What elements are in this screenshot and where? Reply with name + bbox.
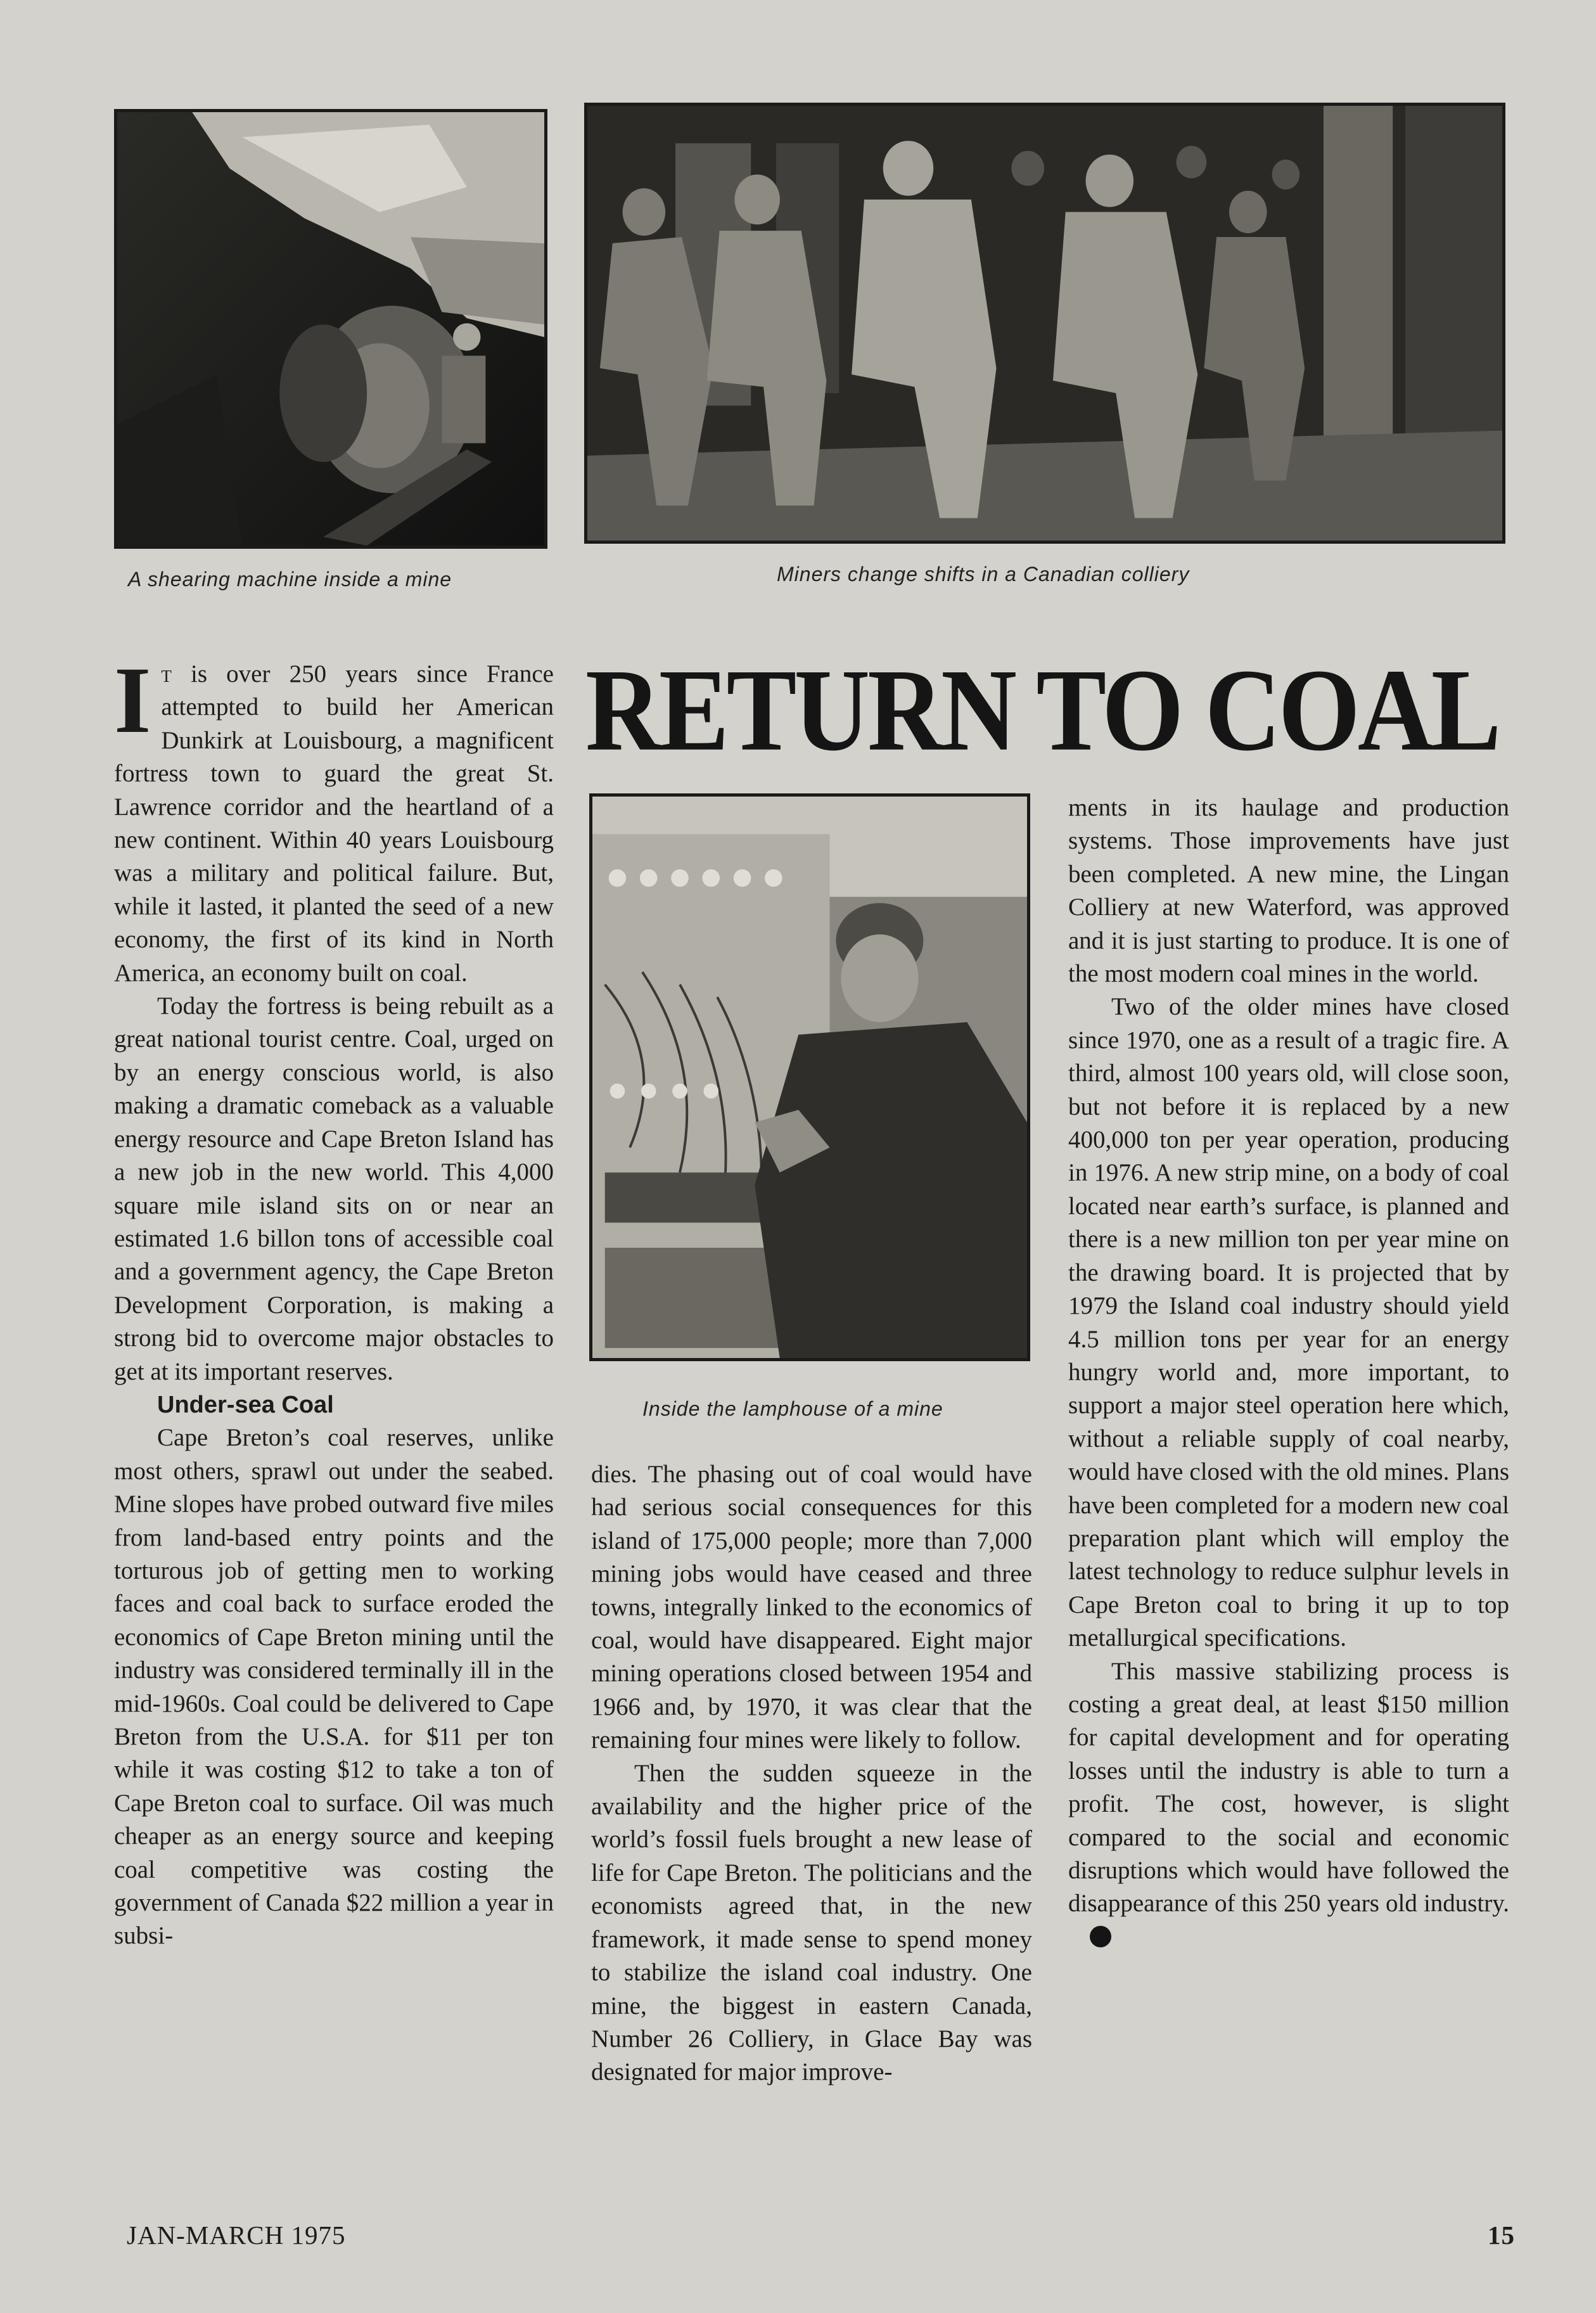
final-text: This massive stabilizing process is costing a great deal, at least $150 million for capital development and for operating losses until the industry is able to turn a profit. The cost, however, is slight compared to the social and economic disruptions which would have followed the disappearance of this 250 years old industry. (1068, 1657, 1509, 1918)
photo-shearing-machine (114, 109, 547, 549)
intro-text: is over 250 years since France attempted to build her American Dunkirk at Louisbourg, a magnificent fortress town to guard the great St. Lawrence corridor and the heartland of a new continent. Within 40 years Louisbourg was a military and political failure. But, while it lasted, it planted the seed of a new economy, the first of its kind in North America, an economy built on coal. (114, 660, 554, 987)
paragraph: Cape Breton’s coal reserves, unlike most others, sprawl out under the seabed. Mine slopes have probed outward five miles from land-based entry points and the torturous job of getting men to working faces and coal back to surface eroded the economics of Cape Breton mining until the industry was considered terminally ill in the mid-1960s. Coal could be delivered to Cape Breton from the U.S.A. for $11 per ton while it was costing $12 to take a ton of Cape Breton coal to surface. Oil was much cheaper as an energy source and keeping coal competitive was costing the government of Canada $22 million a year in subsi- (114, 1424, 554, 1950)
paragraph: Then the sudden squeeze in the availability and the higher price of the world’s fossil fuels brought a new lease of life for Cape Breton. The politicians and the economists agreed that, in the new framework, it made sense to spend money to stabilize the island coal industry. One mine, the biggest in eastern Canada, Number 26 Colliery, in Glace Bay was designated for major improve- (591, 1759, 1032, 2086)
caption-lamphouse: Inside the lamphouse of a mine (642, 1397, 943, 1420)
paragraph: ments in its haulage and production systems. Those improvements have just been completed. A new mine, the Lingan Colliery at new Waterford, was approved and it is just starting to produce. It is one of the most modern coal mines in the world. (1068, 794, 1509, 988)
photo-lamphouse (589, 793, 1030, 1361)
column-2 (591, 1458, 1032, 2089)
paragraph-intro (114, 648, 554, 990)
headline: RETURN TO COAL (585, 644, 1499, 776)
subhead-under-sea-coal: Under-sea Coal (157, 1391, 334, 1418)
caption-shearing-machine: A shearing machine inside a mine (128, 568, 452, 591)
column-3 (1068, 791, 1509, 1954)
drop-cap: I (114, 648, 151, 753)
first-word: t (161, 660, 172, 688)
paragraph: dies. The phasing out of coal would have had serious social consequences for this island of 175,000 people; more than 7,000 mining jobs would have ceased and three towns, integrally linked to the economics of coal, would have disappeared. Eight major mining operations closed between 1954 and 1966 and, by 1970, it was clear that the remaining four mines were likely to follow. (591, 1461, 1032, 1754)
column-1 (114, 648, 554, 1953)
paragraph-final (1068, 1655, 1509, 1954)
paragraph: Today the fortress is being rebuilt as a great national tourist centre. Coal, urged on by an energy conscious world, is also making a dramatic comeback as a valuable energy resource and Cape Breton Island has a new job in the new world. This 4,000 square mile island sits on or near an estimated 1.6 billon tons of accessible coal and a government agency, the Cape Breton Development Corporation, is making a strong bid to overcome major obstacles to get at its important reserves. (114, 992, 554, 1385)
end-mark-icon (1090, 1926, 1111, 1947)
page-number: 15 (1488, 2220, 1515, 2250)
footer-issue-date: JAN-MARCH 1975 (127, 2220, 346, 2250)
caption-miners-shift: Miners change shifts in a Canadian colliery (777, 563, 1190, 586)
photo-miners-shift (584, 103, 1505, 544)
paragraph: Two of the older mines have closed since 1970, one as a result of a tragic fire. A third, almost 100 years old, will close soon, but not before it is replaced by a new 400,000 ton per year operation, producing in 1976. A new strip mine, on a body of coal located near earth’s surface, is planned and there is a new million ton per year mine on the drawing board. It is projected that by 1979 the Island coal industry should yield 4.5 million tons per year for an energy hungry world and, more important, to support a major steel operation here which, without a reliable supply of coal nearby, would have closed with the old mines. Plans have been completed for a modern new coal preparation plant which will employ the latest technology to reduce sulphur levels in Cape Breton coal to bring it up to top metallurgical specifications. (1068, 993, 1509, 1652)
